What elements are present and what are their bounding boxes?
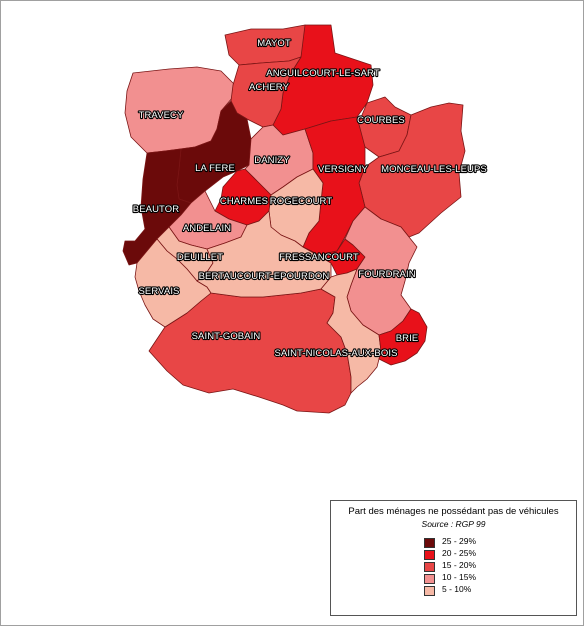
commune-label-anguilcourt: ANGUILCOURT-LE-SART <box>266 68 380 79</box>
legend-swatch <box>424 562 435 572</box>
commune-label-monceau: MONCEAU-LES-LEUPS <box>381 164 487 175</box>
commune-label-saintnicolas: SAINT-NICOLAS-AUX-BOIS <box>274 348 398 359</box>
legend-label: 15 - 20% <box>442 560 477 570</box>
legend-label: 5 - 10% <box>442 584 472 594</box>
commune-label-danizy: DANIZY <box>254 155 290 166</box>
commune-label-courbes: COURBES <box>357 115 405 126</box>
legend-swatch <box>424 574 435 584</box>
commune-label-saintgobain: SAINT-GOBAIN <box>191 331 261 342</box>
commune-label-deuillet: DEUILLET <box>176 252 224 263</box>
commune-label-fressancourt: FRESSANCOURT <box>279 252 359 263</box>
commune-label-mayot: MAYOT <box>257 38 291 49</box>
legend-label: 10 - 15% <box>442 572 477 582</box>
legend-source: Source : RGP 99 <box>421 519 486 529</box>
commune-label-servais: SERVAIS <box>138 286 180 297</box>
legend-swatch <box>424 586 435 596</box>
commune-label-lafere: LA FERE <box>195 163 235 174</box>
commune-label-charmes: CHARMES <box>219 196 269 207</box>
commune-label-brie: BRIE <box>395 333 419 344</box>
legend-swatch <box>424 550 435 560</box>
commune-label-andelain: ANDELAIN <box>182 223 232 234</box>
legend-label: 20 - 25% <box>442 548 477 558</box>
commune-label-travecy: TRAVECY <box>138 110 184 121</box>
legend-title: Part des ménages ne possédant pas de véhicules <box>348 506 559 517</box>
commune-label-fourdrain: FOURDRAIN <box>358 269 416 280</box>
commune-label-versigny: VERSIGNY <box>318 164 368 175</box>
legend-label: 25 - 29% <box>442 536 477 546</box>
legend-swatch <box>424 538 435 548</box>
commune-label-bertaucourt: BERTAUCOURT-EPOURDON <box>198 271 330 282</box>
commune-label-rogecourt: ROGECOURT <box>269 196 333 207</box>
commune-label-beautor: BEAUTOR <box>132 204 180 215</box>
commune-label-achery: ACHERY <box>248 82 290 93</box>
legend <box>330 500 577 616</box>
